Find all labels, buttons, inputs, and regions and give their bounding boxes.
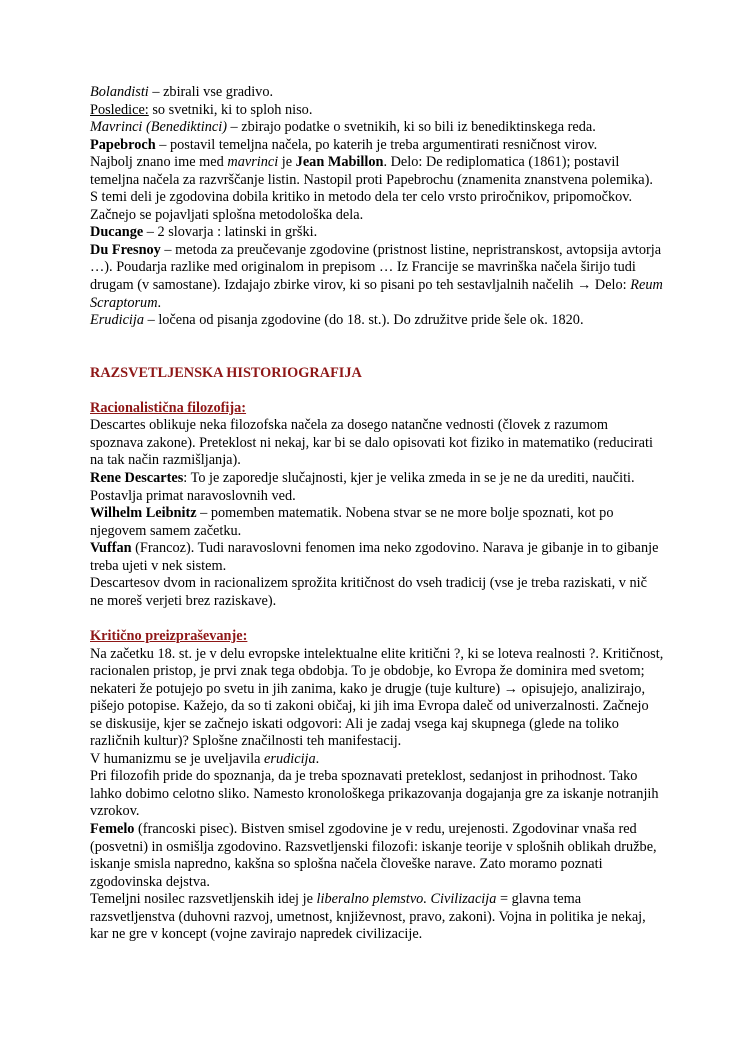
text-run: – ločena od pisanja zgodovine (do 18. st.). Do združitve pride šele ok. 1820. xyxy=(144,312,584,329)
text-run: Femelo xyxy=(90,820,135,837)
text-run: so svetniki, ki to sploh niso. xyxy=(148,101,313,118)
text-run: Racionalistična filozofija: xyxy=(90,399,247,416)
text-run: = glavna tema razsvetljenstva (duhovni razvoj, umetnost, književnost, pravo, zakoni). Vojna in politika je nekaj, kar ne gre v koncept (vojne zavirajo napredek civilizacije. xyxy=(90,891,646,943)
paragraph xyxy=(90,768,664,821)
text-run: . xyxy=(315,750,320,767)
paragraph xyxy=(90,821,664,891)
text-run: Rene Descartes xyxy=(90,470,184,487)
paragraph xyxy=(90,470,664,505)
text-run: Papebroch xyxy=(90,136,156,153)
text-run: – metoda za preučevanje zgodovine (pristnost listine, nepristranskost, avtopsija avtorja …). Poudarja razlike med originalom in prepisom … Iz Francije se mavrinška načela širijo tudi drugam (v samostane). Izdajajo zbirke virov, ki so pisani po teh sestavljalnih načelih → Delo: xyxy=(90,241,662,294)
paragraph xyxy=(90,575,664,610)
text-run: Bolandisti xyxy=(90,84,149,100)
paragraph xyxy=(90,505,664,540)
blank-line xyxy=(90,382,664,400)
text-run: Descartesov dvom in racionalizem sprožita kritičnost do vseh tradicij (vse je treba raziskati, v nič ne moreš verjeti brez raziskave). xyxy=(90,575,647,609)
text-run: Pri filozofih pride do spoznanja, da je treba spoznavati preteklost, sedanjost in prihodnost. Tako lahko dobimo celotno sliko. Namesto kronološkega prikazovanja dogajanja gre za iskanje notranjih vzrokov. xyxy=(90,768,659,820)
subsection-heading xyxy=(90,400,664,418)
text-run: – 2 slovarja : latinski in grški. xyxy=(143,224,318,241)
text-run: : To je zaporedje slučajnosti, kjer je velika zmeda in se je ne da urediti, naučiti. Postavlja primat naravoslovnih ved. xyxy=(90,470,635,504)
text-run: – postavil temeljna načela, po katerih je treba argumentirati resničnost virov. xyxy=(155,136,598,153)
text-run: Ducange xyxy=(90,224,144,241)
text-run: Descartes oblikuje neka filozofska načela za dosego natančne vednosti (človek z razumom spoznava zakone). Preteklost ni nekaj, kar bi se dalo opisovati kot fiziko in matematiko (reducirati na tak način razmišljanja). xyxy=(90,417,653,469)
text-run: Mavrinci (Benediktinci) xyxy=(90,119,227,136)
paragraph xyxy=(90,540,664,575)
text-run: Wilhelm Leibnitz xyxy=(90,505,197,522)
paragraph xyxy=(90,751,664,769)
paragraph xyxy=(90,102,664,120)
blank-line xyxy=(90,610,664,628)
text-run: – pomemben matematik. Nobena stvar se ne more bolje spoznati, kot po njegovem samem začetku. xyxy=(90,505,614,539)
text-run: Jean Mabillon xyxy=(295,154,384,171)
document-body xyxy=(90,84,664,944)
text-run: (Francoz). Tudi naravoslovni fenomen ima neko zgodovino. Narava je gibanje in to gibanje treba ujeti v nek sistem. xyxy=(90,540,659,574)
subsection-heading xyxy=(90,628,664,646)
section-heading xyxy=(90,365,664,383)
text-run: . Delo: De rediplomatica (1861); postavil temeljna načela za razvrščanje listin. Nastopil proti Papebrochu (znamenita znanstvena polemika). S temi deli je zgodovina dobila kritiko in metodo dela ter celo vrsto priročnikov, pripomočkov. Začnejo se pojavljati splošna metodološka dela. xyxy=(90,154,653,223)
text-run: Du Fresnoy xyxy=(90,241,161,258)
blank-line xyxy=(90,347,664,365)
text-run: erudicija xyxy=(264,750,316,767)
text-run: je xyxy=(278,154,296,171)
text-run: – zbirajo podatke o svetnikih, ki so bili iz benediktinskega reda. xyxy=(226,119,596,136)
paragraph xyxy=(90,242,664,312)
paragraph xyxy=(90,154,664,224)
paragraph xyxy=(90,891,664,944)
paragraph xyxy=(90,137,664,155)
paragraph xyxy=(90,84,664,102)
text-run: Temeljni nosilec razsvetljenskih idej je xyxy=(90,891,317,908)
text-run: – zbirali vse gradivo. xyxy=(148,84,274,100)
text-run: Najbolj znano ime med xyxy=(90,154,228,171)
text-run: Posledice: xyxy=(90,101,149,118)
paragraph xyxy=(90,646,664,751)
text-run: V humanizmu se je uveljavila xyxy=(90,750,265,767)
text-run: mavrinci xyxy=(227,154,279,171)
text-run: Kritično preizpraševanje: xyxy=(90,627,248,644)
paragraph xyxy=(90,417,664,470)
paragraph xyxy=(90,224,664,242)
text-run: (francoski pisec). Bistven smisel zgodovine je v redu, urejenosti. Zgodovinar vnaša red (posvetni) in osmišlja zgodovino. Razsvetljenski filozofi: iskanje teorije v splošnih oblikah družbe, iskanje smisla napredno, kakšna so splošna načela človeške narave. Zato moramo poznati zgodovinska dejstva. xyxy=(90,820,657,890)
text-run: Na začetku 18. st. je v delu evropske intelektualne elite kritični ?, ki se loteva realnosti ?. Kritičnost, racionalen pristop, je prvi znak tega obdobja. To je obdobje, ko Evropa že dominira med svetom; nekateri že potujejo po svetu in jih zanima, kako je drugje (tuje kulture) → opisujejo, analizirajo, pišejo potopise. Kažejo, da so ti zakoni običaj, ki jih ima Evropa daleč od univerzalnosti. Začnejo se diskusije, kjer se začnejo iskati odgovori: Ali je zadaj vsega kaj skupnega (glede na toliko različnih kultur)? Splošne značilnosti teh manifestacij. xyxy=(90,645,664,750)
text-run: Erudicija xyxy=(90,312,145,329)
paragraph xyxy=(90,119,664,137)
text-run: Reum Scraptorum xyxy=(90,277,663,311)
blank-line xyxy=(90,330,664,348)
paragraph xyxy=(90,312,664,330)
text-run: RAZSVETLJENSKA HISTORIOGRAFIJA xyxy=(90,364,362,381)
text-run: . xyxy=(157,294,162,311)
text-run: Vuffan xyxy=(90,540,132,557)
text-run: liberalno plemstvo. Civilizacija xyxy=(316,891,497,908)
